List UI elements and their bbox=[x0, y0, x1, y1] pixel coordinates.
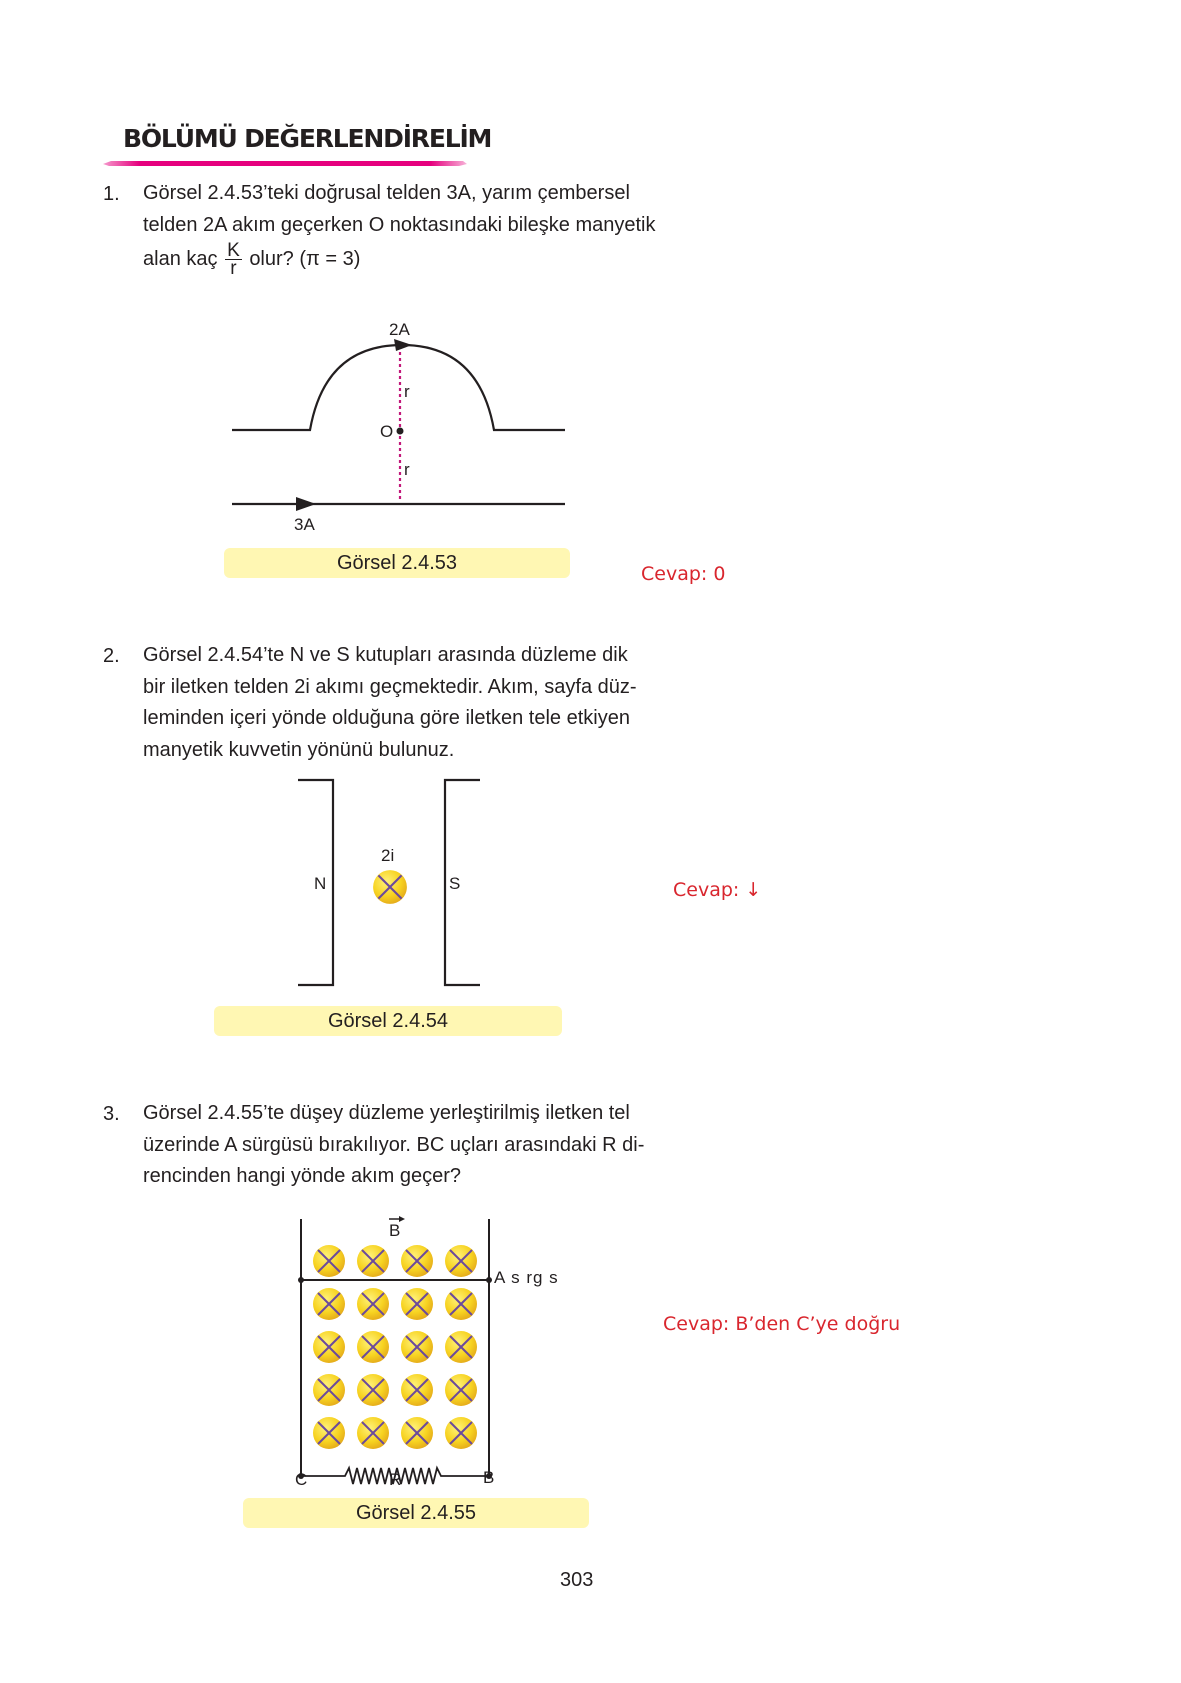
figure-caption: Görsel 2.4.55 bbox=[243, 1498, 589, 1528]
question-1-line-post: olur? (π = 3) bbox=[249, 247, 361, 270]
label-s: S bbox=[449, 874, 461, 893]
fraction-numerator: K bbox=[227, 240, 240, 261]
figure-caption: Görsel 2.4.53 bbox=[224, 548, 570, 578]
field-into-page-icon bbox=[445, 1245, 477, 1277]
field-into-page-icon bbox=[357, 1245, 389, 1277]
question-2-line: manyetik kuvvetin yönünü bulunuz. bbox=[143, 738, 455, 761]
label-r-lower: r bbox=[404, 460, 410, 479]
label-slider-a: A s rg s bbox=[494, 1268, 559, 1287]
label-r-upper: r bbox=[404, 382, 410, 401]
field-into-page-icon bbox=[313, 1288, 345, 1320]
question-3-line: rencinden hangi yönde akım geçer? bbox=[143, 1165, 461, 1187]
figure-caption: Görsel 2.4.54 bbox=[214, 1006, 562, 1036]
field-into-page-icon bbox=[401, 1417, 433, 1449]
field-into-page-icon bbox=[445, 1288, 477, 1320]
field-into-page-icon bbox=[357, 1374, 389, 1406]
field-into-page-icon bbox=[401, 1374, 433, 1406]
label-r: R bbox=[389, 1470, 402, 1489]
label-2i: 2i bbox=[381, 846, 395, 865]
question-1-line-pre: alan kaç bbox=[143, 247, 218, 270]
label-c: C bbox=[295, 1470, 308, 1489]
label-2a: 2A bbox=[389, 320, 410, 339]
question-3-line: Görsel 2.4.55’te düşey düzleme yerleştirilmiş iletken tel bbox=[143, 1102, 630, 1124]
question-2-line: leminden içeri yönde olduğuna göre iletken tele etkiyen bbox=[143, 707, 630, 729]
answer-2: Cevap: ↓ bbox=[673, 879, 762, 901]
field-into-page-icon bbox=[313, 1245, 345, 1277]
label-field-b: B bbox=[389, 1221, 401, 1240]
field-into-page-icon bbox=[445, 1374, 477, 1406]
field-into-page-icon bbox=[445, 1417, 477, 1449]
field-into-page-icon bbox=[313, 1374, 345, 1406]
question-1-line: Görsel 2.4.53’teki doğrusal telden 3A, yarım çembersel bbox=[143, 182, 630, 204]
label-n: N bbox=[314, 874, 327, 893]
field-into-page-icon bbox=[313, 1331, 345, 1363]
question-1-line: telden 2A akım geçerken O noktasındaki bileşke manyetik bbox=[143, 213, 656, 236]
field-into-page-icon bbox=[357, 1288, 389, 1320]
field-into-page-icon bbox=[313, 1417, 345, 1449]
magnetic-field-grid bbox=[313, 1245, 477, 1449]
label-b-terminal: B bbox=[483, 1468, 495, 1487]
field-into-page-icon bbox=[401, 1331, 433, 1363]
slider-end-left bbox=[298, 1277, 304, 1283]
question-2-number: 2. bbox=[103, 645, 120, 667]
field-into-page-icon bbox=[401, 1245, 433, 1277]
question-1-number: 1. bbox=[103, 183, 120, 205]
question-3-number: 3. bbox=[103, 1103, 120, 1125]
question-2-line: bir iletken telden 2i akımı geçmektedir. Akım, sayfa düz- bbox=[143, 675, 637, 698]
field-into-page-icon bbox=[445, 1331, 477, 1363]
field-into-page-icon bbox=[401, 1288, 433, 1320]
label-o: O bbox=[380, 422, 394, 441]
label-3a: 3A bbox=[294, 515, 315, 534]
question-3-line: üzerinde A sürgüsü bırakılıyor. BC uçları arasındaki R di- bbox=[143, 1133, 645, 1156]
answer-3: Cevap: B’den C’ye doğru bbox=[663, 1313, 901, 1335]
field-into-page-icon bbox=[357, 1331, 389, 1363]
slider-end-right bbox=[486, 1277, 492, 1283]
answer-1: Cevap: 0 bbox=[641, 563, 726, 585]
field-into-page-icon bbox=[357, 1417, 389, 1449]
fraction-denominator: r bbox=[230, 258, 237, 279]
question-2-line: Görsel 2.4.54’te N ve S kutupları arasında düzleme dik bbox=[143, 644, 628, 666]
page-number: 303 bbox=[560, 1569, 594, 1591]
section-heading: BÖLÜMÜ DEĞERLENDİRELİM bbox=[123, 124, 492, 153]
